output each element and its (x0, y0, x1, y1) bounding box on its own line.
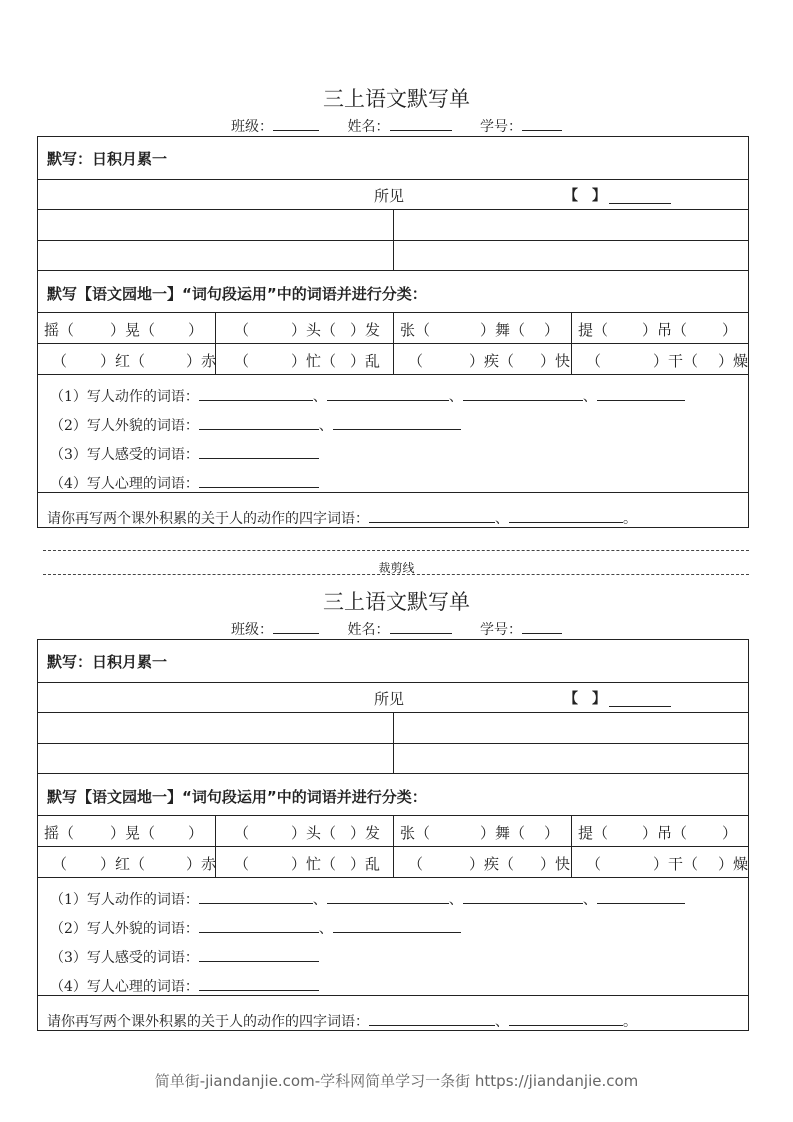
word-cell-text: （ (234, 855, 250, 873)
class-label: 班级： (231, 119, 274, 135)
word-cell-text: ） (188, 321, 204, 339)
word-cell-text: 摇（ (44, 321, 75, 339)
author-bracket[interactable]: 【 】 (564, 691, 606, 707)
question-4: （4）写人心理的词语： (50, 975, 319, 996)
question-4: （4）写人心理的词语： (50, 472, 319, 493)
word-cell[interactable] (38, 350, 215, 372)
word-cell-text: （ (408, 855, 424, 873)
word-cell[interactable] (572, 319, 748, 341)
word-cell-text: （ (234, 321, 250, 339)
word-cell-text: ）红（ (100, 352, 146, 370)
poem-title: 所见 (374, 690, 405, 708)
word-cell-text: ） (544, 321, 560, 339)
name-label: 姓名： (347, 119, 390, 135)
word-cell-text: ）红（ (100, 855, 146, 873)
student-info-line (0, 116, 793, 136)
student-info-line (0, 619, 793, 639)
section1-heading: 默写：日积月累一 (47, 653, 168, 671)
word-cell-text: 提（ (578, 321, 609, 339)
poem-title: 所见 (374, 187, 405, 205)
section2-heading: 默写【语文园地一】“词句段运用”中的词语并进行分类： (47, 285, 427, 303)
footer-watermark: 简单街-jiandanjie.com-学科网简单学习一条街 https://jiandanjie.com (154, 1072, 639, 1090)
question-2: （2）写人外貌的词语： 、 (50, 917, 461, 938)
divider (38, 374, 748, 375)
word-cell[interactable] (394, 319, 571, 341)
word-cell-text: （ (234, 824, 250, 842)
poem-line-2-right[interactable] (394, 744, 748, 773)
word-cell-text: ）乱 (350, 855, 381, 873)
word-cell-text: ）头（ (291, 321, 337, 339)
word-cell[interactable] (38, 822, 215, 844)
answer-blank[interactable] (597, 888, 685, 904)
word-cell-text: ）疾（ (469, 855, 515, 873)
word-cell-text: ）吊（ (642, 824, 688, 842)
poem-line-1-left[interactable] (38, 713, 393, 743)
answer-blank[interactable] (199, 414, 319, 430)
answer-blank[interactable] (199, 917, 319, 933)
author-bracket[interactable]: 【 】 (564, 188, 606, 204)
worksheet-table (37, 136, 749, 528)
word-cell-text: ）晃（ (110, 321, 156, 339)
divider (38, 773, 748, 774)
word-cell-text: ）快 (540, 352, 571, 370)
word-cell-text: ）发 (350, 321, 381, 339)
question-3: （3）写人感受的词语： (50, 443, 319, 464)
word-cell[interactable] (216, 319, 393, 341)
section1-heading: 默写：日积月累一 (47, 150, 168, 168)
answer-blank[interactable] (333, 917, 461, 933)
word-cell-text: ） (544, 824, 560, 842)
question-1: （1）写人动作的词语： 、 、 、 (50, 888, 685, 909)
question-3: （3）写人感受的词语： (50, 946, 319, 967)
word-cell-text: ）忙（ (291, 352, 337, 370)
poem-line-2-left[interactable] (38, 241, 393, 270)
word-cell-text: ）忙（ (291, 855, 337, 873)
word-cell-text: ）燥 (718, 855, 749, 873)
answer-blank[interactable] (509, 1010, 623, 1026)
word-cell[interactable] (394, 853, 571, 875)
name-label: 姓名： (347, 622, 390, 638)
answer-blank[interactable] (199, 472, 319, 488)
number-blank[interactable] (522, 116, 562, 131)
word-cell-text: （ (52, 352, 68, 370)
word-cell-text: ） (722, 824, 738, 842)
word-cell-text: ）头（ (291, 824, 337, 842)
cut-line-bottom (43, 574, 749, 575)
word-cell-text: ）吊（ (642, 321, 688, 339)
worksheet-table (37, 639, 749, 1031)
answer-blank[interactable] (463, 888, 583, 904)
section2-heading: 默写【语文园地一】“词句段运用”中的词语并进行分类： (47, 788, 427, 806)
divider (38, 492, 748, 493)
worksheet-title: 三上语文默写单 (323, 590, 470, 614)
poem-line-2-right[interactable] (394, 241, 748, 270)
answer-blank[interactable] (597, 385, 685, 401)
divider (38, 270, 748, 271)
answer-blank[interactable] (199, 385, 313, 401)
word-cell-text: （ (52, 855, 68, 873)
word-cell[interactable] (216, 853, 393, 875)
word-cell-text: （ (586, 855, 602, 873)
answer-blank[interactable] (327, 888, 449, 904)
answer-blank[interactable] (199, 946, 319, 962)
word-cell-text: ）乱 (350, 352, 381, 370)
word-cell-text: ）赤 (186, 352, 217, 370)
answer-blank[interactable] (199, 975, 319, 991)
word-cell[interactable] (38, 319, 215, 341)
answer-blank[interactable] (199, 443, 319, 459)
answer-blank[interactable] (509, 507, 623, 523)
word-cell-text: ）疾（ (469, 352, 515, 370)
word-cell[interactable] (38, 853, 215, 875)
word-cell[interactable] (394, 822, 571, 844)
poem-line-1-right[interactable] (394, 713, 748, 743)
cut-line-top (43, 550, 749, 551)
answer-blank[interactable] (463, 385, 583, 401)
answer-blank[interactable] (199, 888, 313, 904)
poem-line-1-right[interactable] (394, 210, 748, 240)
word-cell[interactable] (394, 350, 571, 372)
name-blank[interactable] (390, 116, 452, 131)
word-cell-text: （ (586, 352, 602, 370)
word-cell-text: ）舞（ (480, 321, 526, 339)
question-5: 请你再写两个课外积累的关于人的动作的四字词语： 、 。 (47, 1010, 637, 1031)
number-label: 学号： (479, 119, 522, 135)
word-cell-text: ）发 (350, 824, 381, 842)
word-cell[interactable] (572, 822, 748, 844)
divider (38, 877, 748, 878)
word-cell-text: 摇（ (44, 824, 75, 842)
answer-blank[interactable] (369, 507, 495, 523)
worksheet-title: 三上语文默写单 (323, 87, 470, 111)
word-cell-text: ）晃（ (110, 824, 156, 842)
word-cell-text: ）燥 (718, 352, 749, 370)
class-blank[interactable] (273, 619, 319, 634)
word-cell-text: ）干（ (653, 352, 699, 370)
divider (38, 179, 748, 180)
number-blank[interactable] (522, 619, 562, 634)
word-cell-text: 张（ (400, 824, 431, 842)
word-cell[interactable] (216, 822, 393, 844)
question-2: （2）写人外貌的词语： 、 (50, 414, 461, 435)
answer-blank[interactable] (333, 414, 461, 430)
word-cell-text: ） (722, 321, 738, 339)
word-cell[interactable] (216, 350, 393, 372)
divider (38, 682, 748, 683)
word-cell-text: ）舞（ (480, 824, 526, 842)
poem-line-1-left[interactable] (38, 210, 393, 240)
word-cell-text: 张（ (400, 321, 431, 339)
word-cell-text: ） (188, 824, 204, 842)
class-blank[interactable] (273, 116, 319, 131)
word-cell-text: ）快 (540, 855, 571, 873)
question-5: 请你再写两个课外积累的关于人的动作的四字词语： 、 。 (47, 507, 637, 528)
author-blank[interactable] (609, 203, 671, 204)
name-blank[interactable] (390, 619, 452, 634)
answer-blank[interactable] (369, 1010, 495, 1026)
word-cell-text: （ (408, 352, 424, 370)
number-label: 学号： (479, 622, 522, 638)
word-cell-text: 提（ (578, 824, 609, 842)
divider (38, 995, 748, 996)
answer-blank[interactable] (327, 385, 449, 401)
word-cell[interactable] (572, 350, 748, 372)
class-label: 班级： (231, 622, 274, 638)
word-cell[interactable] (572, 853, 748, 875)
author-blank[interactable] (609, 706, 671, 707)
word-cell-text: （ (234, 352, 250, 370)
word-cell-text: ）赤 (186, 855, 217, 873)
question-1: （1）写人动作的词语： 、 、 、 (50, 385, 685, 406)
cut-line-label: 裁剪线 (378, 561, 415, 575)
poem-line-2-left[interactable] (38, 744, 393, 773)
word-cell-text: ）干（ (653, 855, 699, 873)
